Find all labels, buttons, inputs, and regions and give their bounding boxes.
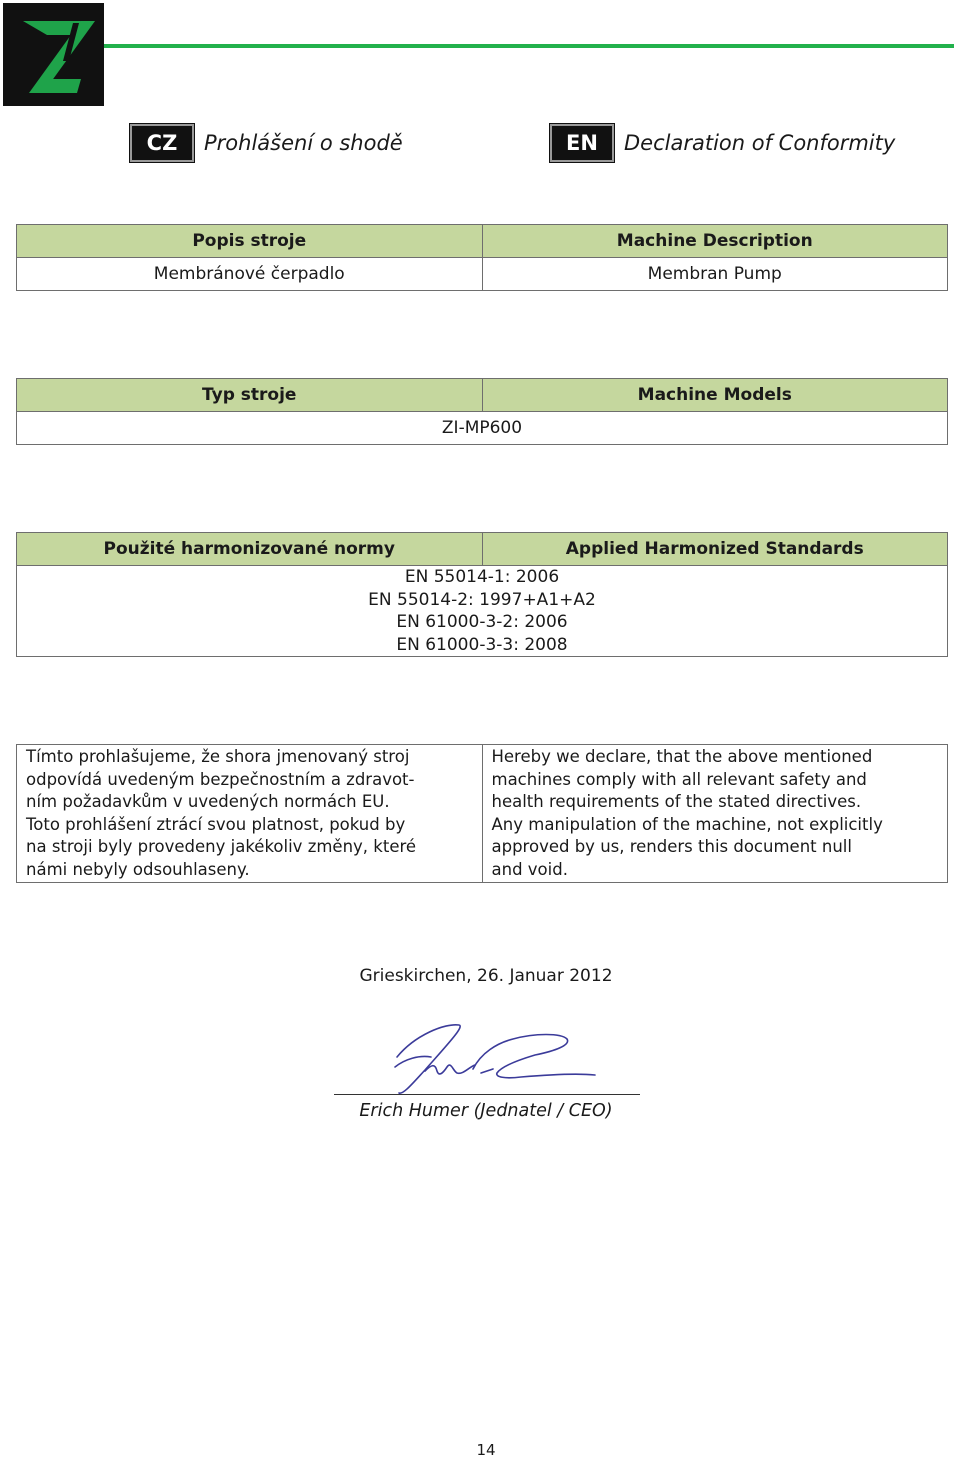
declaration-en [482, 745, 948, 883]
cz-language-badge: CZ [130, 124, 194, 162]
en-language-badge: EN [550, 124, 614, 162]
header-rule [104, 44, 954, 48]
declaration-cz-line: ním požadavkům v uvedených normách EU. [26, 792, 390, 812]
standard-item: EN 55014-1: 2006 [404, 567, 560, 587]
standard-item: EN 61000-3-3: 2008 [396, 634, 568, 655]
zi-logo-icon [3, 3, 104, 106]
declaration-en-line: Hereby we declare, that the above mentioned [491, 747, 873, 766]
machine-description-cz-value: Membránové čerpadlo [17, 258, 483, 291]
declaration-cz-line: námi nebyly odsouhlaseny. [26, 859, 250, 879]
declaration-cz-line: Toto prohlášení ztrácí svou platnost, pokud by [26, 814, 406, 834]
declaration-en-line: approved by us, renders this document null [491, 837, 852, 857]
machine-description-cz-label: Popis stroje [17, 225, 483, 258]
en-document-title: Declaration of Conformity [624, 131, 896, 155]
machine-description-en-value: Membran Pump [482, 258, 948, 291]
machine-model-value: ZI-MP600 [17, 412, 948, 445]
declaration-en-line: Any manipulation of the machine, not explicitly [491, 814, 883, 834]
signature-line [334, 1094, 640, 1095]
standards-list [17, 566, 948, 657]
declaration-table [16, 744, 948, 883]
declaration-en-line: and void. [491, 859, 568, 879]
declaration-cz-line: Tímto prohlašujeme, že shora jmenovaný stroj [26, 747, 410, 766]
page-number: 14 [476, 1441, 496, 1459]
place-and-date: Grieskirchen, 26. Januar 2012 [359, 966, 613, 986]
declaration-cz-line: na stroji byly provedeny jakékoliv změny, které [26, 837, 417, 857]
signer-name: Erich Humer (Jednatel / CEO) [359, 1101, 613, 1121]
machine-type-en-label: Machine Models [482, 379, 948, 412]
machine-description-en-label: Machine Description [482, 225, 948, 258]
standard-item: EN 61000-3-2: 2006 [396, 612, 568, 632]
standards-en-label: Applied Harmonized Standards [482, 533, 948, 566]
standards-cz-label: Použité harmonizované normy [17, 533, 483, 566]
cz-title-row [130, 122, 403, 164]
signature-image [385, 1015, 610, 1097]
cz-document-title: Prohlášení o shodě [204, 131, 403, 155]
machine-type-cz-label: Typ stroje [17, 379, 483, 412]
declaration-cz-line: odpovídá uvedeným bezpečnostním a zdravot- [26, 769, 415, 789]
standards-table [16, 532, 948, 657]
declaration-en-line: health requirements of the stated directives. [491, 792, 862, 812]
company-logo [3, 3, 104, 106]
machine-type-table [16, 378, 948, 445]
declaration-cz [17, 745, 483, 883]
machine-description-table [16, 224, 948, 291]
standard-item: EN 55014-2: 1997+A1+A2 [368, 589, 596, 610]
declaration-en-line: machines comply with all relevant safety and [491, 769, 867, 789]
en-title-row [550, 122, 895, 164]
